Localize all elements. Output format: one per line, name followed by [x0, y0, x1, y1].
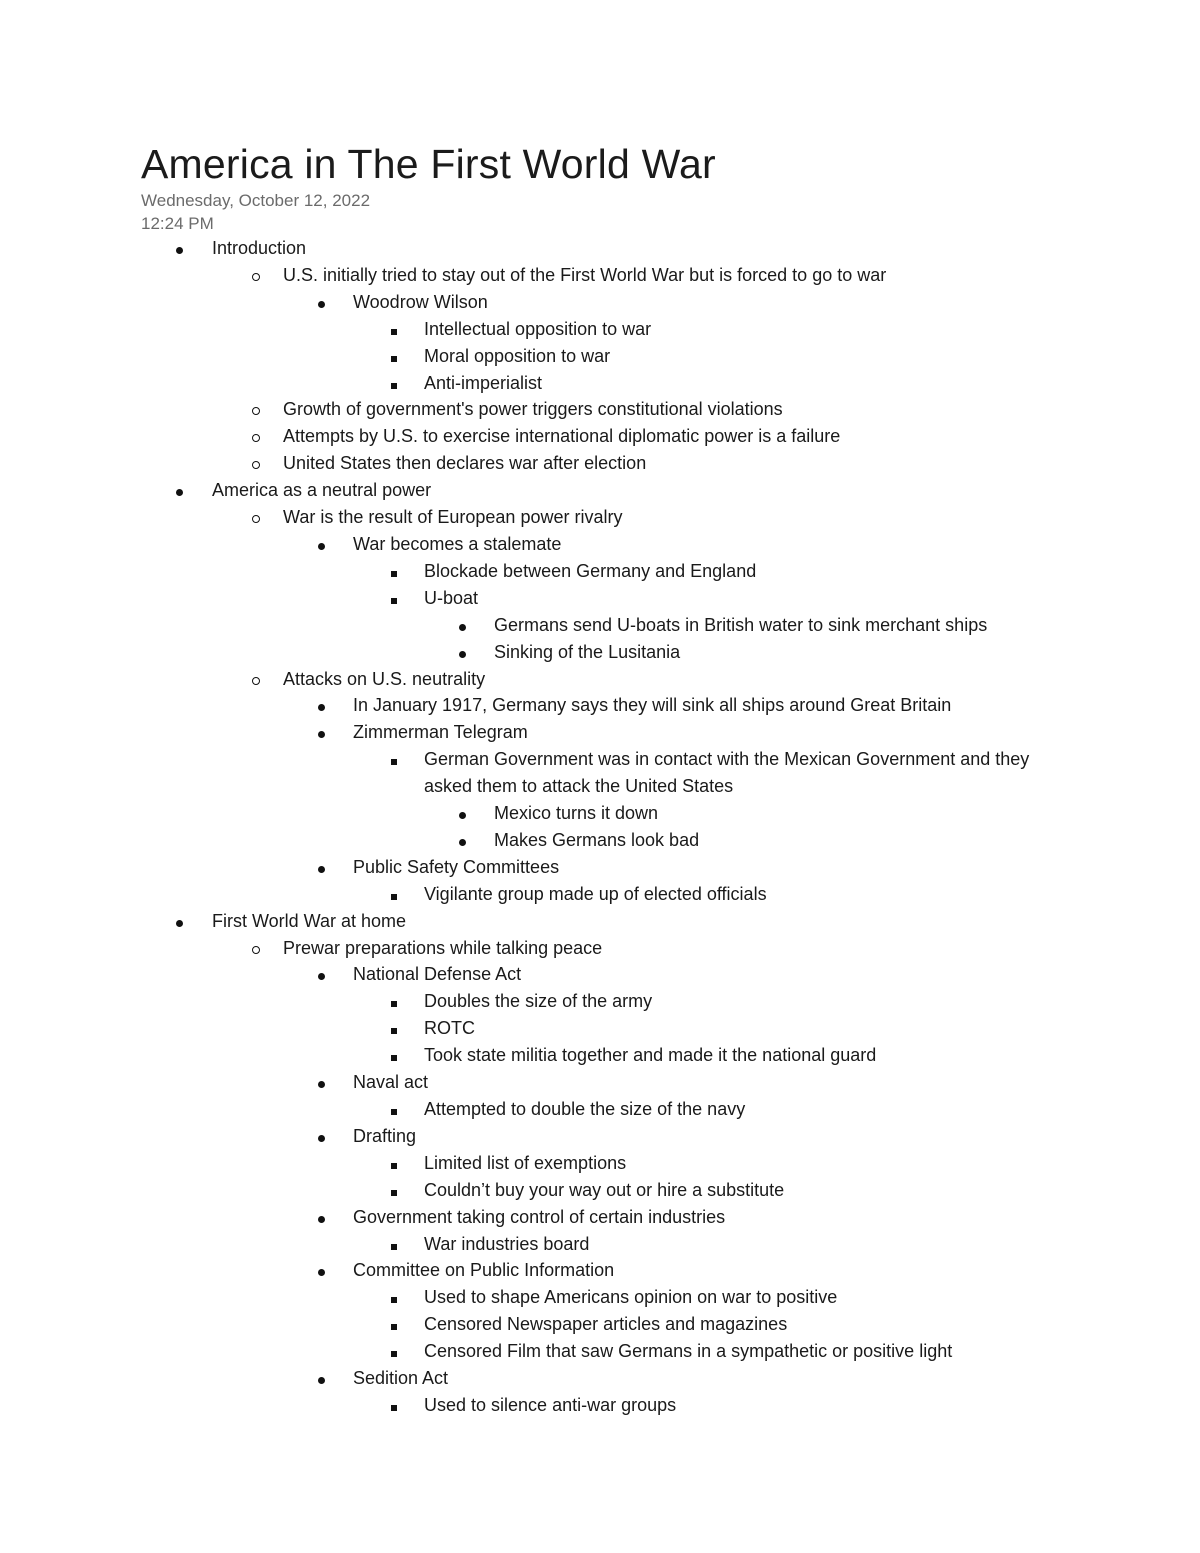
outline-item-text: Zimmerman Telegram — [353, 722, 528, 743]
outline-item-text: America as a neutral power — [212, 480, 432, 501]
outline-item-text: Attacks on U.S. neutrality — [283, 668, 486, 689]
square-bullet-icon — [384, 1042, 404, 1069]
outline-item-text: Censored Newspaper articles and magazines — [424, 1314, 788, 1335]
outline-item — [0, 1015, 1200, 1042]
bullet-icon — [311, 1069, 331, 1096]
circle-bullet-icon — [246, 935, 266, 962]
bullet-icon — [169, 477, 189, 504]
outline-item — [0, 692, 1200, 719]
outline-item — [0, 1069, 1200, 1096]
square-bullet-icon — [384, 316, 404, 343]
outline-item — [0, 450, 1200, 477]
outline-item — [0, 1257, 1200, 1284]
outline-item — [0, 1338, 1200, 1365]
circle-bullet-icon — [246, 396, 266, 423]
bullet-icon — [311, 1204, 331, 1231]
outline-item — [0, 988, 1200, 1015]
bullet-icon — [311, 692, 331, 719]
outline-item-text: Couldn’t buy your way out or hire a substitute — [424, 1179, 785, 1200]
outline-item — [0, 235, 1200, 262]
outline-item — [0, 1392, 1200, 1419]
square-bullet-icon — [384, 1015, 404, 1042]
outline-item — [0, 854, 1200, 881]
outline-item-text: Sedition Act — [353, 1368, 449, 1389]
outline-item — [0, 396, 1200, 423]
outline-item — [0, 1123, 1200, 1150]
outline-item-text: Naval act — [353, 1072, 429, 1093]
outline-item-text: Used to silence anti-war groups — [424, 1394, 677, 1415]
bullet-icon — [311, 1257, 331, 1284]
square-bullet-icon — [384, 1338, 404, 1365]
circle-bullet-icon — [246, 262, 266, 289]
page-date: Wednesday, October 12, 2022 — [141, 191, 371, 210]
outline-item-text: Intellectual opposition to war — [424, 318, 652, 339]
outline-item-text: Blockade between Germany and England — [424, 560, 757, 581]
bullet-icon — [311, 719, 331, 746]
outline-item-text: Prewar preparations while talking peace — [283, 937, 603, 958]
outline-item-text: War is the result of European power rivalry — [283, 507, 623, 528]
bullet-icon — [452, 639, 472, 666]
outline-item-text: National Defense Act — [353, 964, 522, 985]
circle-bullet-icon — [246, 504, 266, 531]
bullet-icon — [311, 961, 331, 988]
bullet-icon — [452, 800, 472, 827]
outline-item-text: Mexico turns it down — [494, 803, 659, 824]
outline-item-text: War industries board — [424, 1233, 590, 1254]
outline-item — [0, 423, 1200, 450]
outline-item-text: Woodrow Wilson — [353, 291, 488, 312]
bullet-icon — [311, 1123, 331, 1150]
outline-item — [0, 719, 1200, 746]
outline-item — [0, 1231, 1200, 1258]
outline-item — [0, 935, 1200, 962]
outline-item — [0, 1096, 1200, 1123]
outline-item-text: Introduction — [212, 238, 307, 258]
outline-item — [0, 1150, 1200, 1177]
square-bullet-icon — [384, 1096, 404, 1123]
outline-item-text: Took state militia together and made it the national guard — [424, 1045, 877, 1066]
outline-item — [0, 262, 1200, 289]
bullet-icon — [311, 854, 331, 881]
bullet-icon — [169, 235, 189, 262]
square-bullet-icon — [384, 988, 404, 1015]
outline-item — [0, 477, 1200, 504]
outline-item — [0, 639, 1200, 666]
outline-list — [0, 235, 1200, 1419]
square-bullet-icon — [384, 1284, 404, 1311]
bullet-icon — [311, 289, 331, 316]
bullet-icon — [311, 1365, 331, 1392]
square-bullet-icon — [384, 558, 404, 585]
bullet-icon — [452, 827, 472, 854]
outline-item — [0, 1204, 1200, 1231]
outline-item-text: Committee on Public Information — [353, 1260, 615, 1281]
outline-item — [0, 746, 1200, 800]
bullet-icon — [452, 612, 472, 639]
square-bullet-icon — [384, 746, 404, 773]
outline-item — [0, 1365, 1200, 1392]
page-time: 12:24 PM — [141, 214, 214, 233]
square-bullet-icon — [384, 881, 404, 908]
outline-item-text: War becomes a stalemate — [353, 533, 562, 554]
bullet-icon — [169, 908, 189, 935]
bullet-icon — [311, 531, 331, 558]
page-title: America in The First World War — [141, 141, 716, 187]
outline-item-text: Government taking control of certain industries — [353, 1206, 726, 1227]
circle-bullet-icon — [246, 450, 266, 477]
outline-item-text: United States then declares war after election — [283, 453, 647, 474]
square-bullet-icon — [384, 370, 404, 397]
outline-item-text: Makes Germans look bad — [494, 829, 700, 850]
square-bullet-icon — [384, 1392, 404, 1419]
outline-item-text: Attempts by U.S. to exercise international diplomatic power is a failure — [283, 426, 841, 447]
outline-item-text: Moral opposition to war — [424, 345, 611, 366]
outline-item — [0, 1042, 1200, 1069]
outline-item-text: Sinking of the Lusitania — [494, 641, 681, 662]
square-bullet-icon — [384, 1231, 404, 1258]
outline-item — [0, 666, 1200, 693]
outline-item-text: Germans send U-boats in British water to sink merchant ships — [494, 614, 988, 635]
square-bullet-icon — [384, 343, 404, 370]
outline-item-text: Vigilante group made up of elected officials — [424, 883, 767, 904]
outline-item-text: U-boat — [424, 587, 479, 608]
outline-item — [0, 1177, 1200, 1204]
outline-item-text: Drafting — [353, 1125, 417, 1146]
outline-item — [0, 827, 1200, 854]
circle-bullet-icon — [246, 666, 266, 693]
outline-item — [0, 612, 1200, 639]
outline-item-text: Doubles the size of the army — [424, 991, 653, 1012]
outline-item-text: In January 1917, Germany says they will sink all ships around Great Britain — [353, 695, 952, 716]
outline-item-text: ROTC — [424, 1018, 475, 1039]
outline-item-text: Censored Film that saw Germans in a sympathetic or positive light — [424, 1341, 953, 1362]
outline-item — [0, 1284, 1200, 1311]
outline-item-text: Used to shape Americans opinion on war to positive — [424, 1287, 838, 1308]
outline-item — [0, 531, 1200, 558]
square-bullet-icon — [384, 1150, 404, 1177]
outline-item — [0, 289, 1200, 316]
outline-item — [0, 881, 1200, 908]
outline-item-text: Growth of government's power triggers constitutional violations — [283, 399, 783, 420]
circle-bullet-icon — [246, 423, 266, 450]
outline-item — [0, 370, 1200, 397]
outline-item — [0, 961, 1200, 988]
outline-item — [0, 800, 1200, 827]
outline-item-text: Limited list of exemptions — [424, 1152, 627, 1173]
outline-item — [0, 504, 1200, 531]
square-bullet-icon — [384, 1177, 404, 1204]
outline-item-text: German Government was in contact with the Mexican Government and they asked them to attack the United States — [424, 749, 1030, 797]
square-bullet-icon — [384, 585, 404, 612]
outline-item — [0, 316, 1200, 343]
outline-item-text: U.S. initially tried to stay out of the First World War but is forced to go to war — [283, 264, 887, 285]
outline-item — [0, 585, 1200, 612]
outline-item — [0, 343, 1200, 370]
outline-item — [0, 908, 1200, 935]
outline-item-text: Attempted to double the size of the navy — [424, 1099, 746, 1119]
outline-item-text: Public Safety Committees — [353, 856, 560, 877]
outline-item — [0, 1311, 1200, 1338]
outline-item-text: First World War at home — [212, 910, 407, 931]
outline-item — [0, 558, 1200, 585]
square-bullet-icon — [384, 1311, 404, 1338]
outline-item-text: Anti-imperialist — [424, 372, 543, 393]
